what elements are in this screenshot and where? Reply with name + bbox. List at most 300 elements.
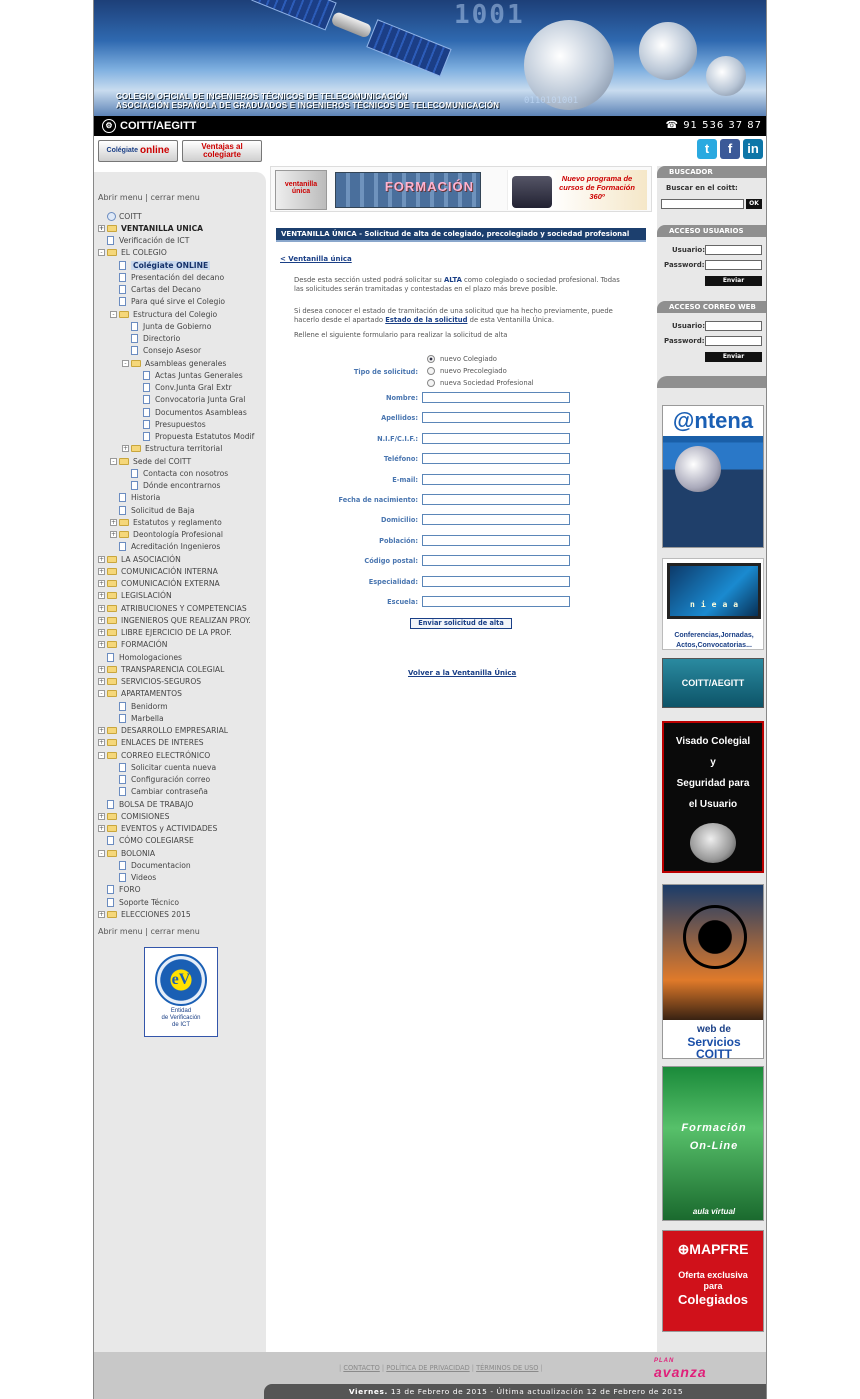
sidebar-item[interactable]	[98, 578, 266, 590]
sidebar-item-label: Historia	[131, 493, 161, 503]
conferencias-text: Conferencias,Jornadas, Actos,Convocatorias...	[674, 632, 754, 649]
buscar-label: Buscar en el coitt:	[666, 184, 738, 192]
document-icon	[143, 420, 150, 429]
online-line1: Formación	[681, 1122, 747, 1134]
sidebar-item-label: Videos	[131, 873, 157, 883]
facebook-icon[interactable]: f	[720, 139, 740, 159]
sidebar-item[interactable]	[98, 798, 266, 810]
field-input[interactable]	[422, 474, 570, 485]
expand-icon[interactable]: +	[99, 580, 105, 588]
estado-text-a: Si desea conocer el estado de tramitación de una solicitud que ha hecho previamente, puede hacerlo desde el apartado	[294, 307, 613, 324]
servicios-line1: web de	[697, 1024, 731, 1035]
document-icon	[131, 469, 138, 478]
stamp-image	[690, 823, 736, 863]
terminos-link[interactable]: TÉRMINOS DE USO	[476, 1364, 539, 1372]
sidebar-item[interactable]	[98, 504, 266, 516]
sidebar-item[interactable]	[98, 455, 266, 467]
programa-cursos-ad[interactable]	[507, 170, 647, 210]
volver-link[interactable]: Volver a la Ventanilla Única	[408, 669, 517, 677]
privacidad-link[interactable]: POLÍTICA DE PRIVACIDAD	[386, 1364, 470, 1372]
colegiate-label: Colégiate	[106, 147, 139, 154]
footer	[94, 1352, 767, 1399]
sidebar-item[interactable]	[98, 345, 266, 357]
intro-text-a: Desde esta sección usted podrá solicitar su	[294, 276, 445, 284]
login-enviar-button[interactable]: Enviar	[705, 276, 762, 286]
expand-icon[interactable]: +	[99, 629, 105, 637]
coitt-logo[interactable]	[102, 118, 196, 134]
visado-line4: el Usuario	[688, 799, 738, 810]
folder-icon	[107, 617, 117, 624]
sidebar-item-label: Cambiar contraseña	[131, 787, 208, 797]
sidebar-item[interactable]	[98, 651, 266, 663]
sidebar-item-label: VENTANILLA UNICA	[121, 223, 204, 233]
folder-icon	[107, 580, 117, 587]
visado-line1: Visado Colegial	[675, 736, 751, 747]
form-row	[270, 494, 652, 508]
antena-dish-image	[675, 446, 721, 492]
field-input[interactable]	[422, 555, 570, 566]
collapse-icon[interactable]: -	[110, 311, 117, 318]
sidebar-item[interactable]	[98, 394, 266, 406]
monitor-image	[667, 563, 761, 619]
document-icon	[143, 408, 150, 417]
footer-links	[339, 1364, 543, 1372]
header-banner	[94, 0, 767, 116]
folder-icon	[107, 568, 117, 575]
document-icon	[119, 873, 126, 882]
menu-tree	[98, 210, 266, 921]
sidebar-item[interactable]	[98, 406, 266, 418]
sidebar-item[interactable]	[98, 271, 266, 283]
sidebar-item[interactable]	[98, 676, 266, 688]
sidebar-item[interactable]	[98, 737, 266, 749]
sidebar-item[interactable]	[98, 333, 266, 345]
document-icon	[107, 885, 114, 894]
right-separator	[657, 376, 767, 388]
folder-icon	[107, 727, 117, 734]
sidebar-item[interactable]	[98, 602, 266, 614]
field-input[interactable]	[422, 453, 570, 464]
sidebar-item[interactable]	[98, 541, 266, 553]
buscador-header: BUSCADOR	[657, 166, 767, 178]
sidebar-item-label: Dónde encontrarnos	[143, 481, 221, 491]
colegiate-online-button[interactable]	[98, 140, 178, 162]
sidebar-item[interactable]	[98, 835, 266, 847]
plan-avanza-logo[interactable]	[654, 1358, 707, 1380]
sidebar-item[interactable]	[98, 443, 266, 455]
date-bar	[264, 1384, 767, 1399]
correo-enviar-button[interactable]: Enviar	[705, 352, 762, 362]
document-icon	[143, 395, 150, 404]
sidebar-item[interactable]	[98, 810, 266, 822]
sidebar-item-label: Presentación del decano	[131, 272, 225, 282]
sidebar-item[interactable]	[98, 712, 266, 724]
sidebar-item-label: Convocatoria Junta Gral	[155, 395, 246, 405]
document-icon	[131, 481, 138, 490]
document-icon	[119, 285, 126, 294]
mapfre-ad[interactable]	[662, 1230, 764, 1332]
form-row	[270, 555, 652, 569]
visado-line2: y	[710, 757, 716, 768]
sidebar-item-label: COMUNICACIÓN INTERNA	[121, 566, 218, 576]
folder-icon	[107, 690, 117, 697]
banner-title-line2: ASOCIACIÓN ESPAÑOLA DE GRADUADOS E INGENIEROS TÉCNICOS DE TELECOMUNICACIÓN	[116, 101, 500, 110]
sidebar-item[interactable]	[98, 774, 266, 786]
sidebar-item[interactable]	[98, 320, 266, 332]
sidebar-item[interactable]	[98, 480, 266, 492]
satellite-image	[240, 0, 448, 103]
radio-precolegiado[interactable]	[427, 367, 507, 375]
sidebar-item[interactable]	[98, 749, 266, 761]
folder-icon	[107, 225, 117, 232]
sidebar-item[interactable]	[98, 259, 266, 271]
correo-usuario-input[interactable]	[705, 321, 762, 331]
sidebar-item[interactable]	[98, 761, 266, 773]
field-input[interactable]	[422, 494, 570, 505]
field-input[interactable]	[422, 514, 570, 525]
formacion-online-ad[interactable]	[662, 1066, 764, 1221]
form-row	[270, 596, 652, 610]
sidebar-item[interactable]	[98, 663, 266, 675]
field-label: Población:	[379, 536, 418, 545]
acceso-usuarios-header: ACCESO USUARIOS	[657, 225, 767, 237]
ev-mark: eV	[155, 954, 207, 1006]
sidebar-item[interactable]	[98, 872, 266, 884]
collapse-icon[interactable]: -	[98, 752, 105, 759]
search-ok-button[interactable]: OK	[746, 199, 762, 209]
visado-line3: Seguridad para	[676, 778, 750, 789]
field-input[interactable]	[422, 392, 570, 403]
sidebar-item[interactable]	[98, 247, 266, 259]
folder-icon	[107, 641, 117, 648]
expand-icon[interactable]: +	[99, 567, 105, 575]
sidebar-item-label: Actas Juntas Generales	[155, 370, 243, 380]
password-label: Password:	[664, 261, 705, 269]
field-input[interactable]	[422, 596, 570, 607]
abrir-cerrar-menu-top[interactable]: Abrir menu | cerrar menu	[98, 193, 200, 202]
sidebar-item[interactable]	[98, 896, 266, 908]
sidebar-item-label: Junta de Gobierno	[143, 321, 212, 331]
expand-icon[interactable]: +	[111, 518, 117, 526]
sidebar-item[interactable]	[98, 786, 266, 798]
footer-sep: |	[540, 1364, 543, 1372]
sidebar-item-label: Asambleas generales	[145, 358, 227, 368]
sidebar-item[interactable]	[98, 700, 266, 712]
folder-icon	[131, 445, 141, 452]
sidebar-item-label: Deontología Profesional	[133, 530, 224, 540]
dish-image-3	[706, 56, 746, 96]
field-input[interactable]	[422, 535, 570, 546]
aula-virtual-text: aula virtual	[692, 1207, 736, 1216]
form-row	[270, 392, 652, 406]
expand-icon[interactable]: +	[99, 592, 105, 600]
ventanilla-unica-ad[interactable]: ventanilla única	[275, 170, 327, 210]
sidebar-item-label: COITT	[119, 211, 142, 221]
folder-icon	[119, 531, 129, 538]
sidebar-item-label: LEGISLACIÓN	[121, 591, 172, 601]
field-label: Domicilio:	[381, 516, 418, 525]
sidebar-item-label: LIBRE EJERCICIO DE LA PROF.	[121, 628, 232, 638]
expand-icon[interactable]: +	[99, 910, 105, 918]
sidebar-item[interactable]	[98, 639, 266, 651]
form-row	[270, 412, 652, 426]
banner-decoration: 1001	[454, 0, 525, 30]
sidebar-item-label: Propuesta Estatutos Modif	[155, 432, 255, 442]
sidebar-item-label: Colégiate ONLINE	[133, 260, 209, 270]
sidebar-item[interactable]	[98, 284, 266, 296]
document-icon	[107, 653, 114, 662]
folder-icon	[131, 360, 141, 367]
radio-colegiado[interactable]	[427, 355, 497, 363]
date-day: Viernes.	[348, 1387, 388, 1396]
formacion-ad[interactable]	[335, 172, 481, 208]
expand-icon[interactable]: +	[99, 825, 105, 833]
document-icon	[119, 763, 126, 772]
sidebar-item-label: Solicitar cuenta nueva	[131, 762, 217, 772]
document-icon	[119, 702, 126, 711]
field-label: N.I.F/C.I.F.:	[377, 434, 418, 443]
coitt-aegitt-ad[interactable]: COITT/AEGITT	[662, 658, 764, 708]
document-icon	[119, 775, 126, 784]
sidebar-item-label: Cartas del Decano	[131, 285, 201, 295]
folder-icon	[107, 752, 117, 759]
conferencias-ad[interactable]	[662, 558, 764, 650]
sidebar-item[interactable]	[98, 357, 266, 369]
sidebar-item[interactable]	[98, 210, 266, 222]
correo-password-label: Password:	[664, 337, 705, 345]
sidebar-item-label: COMUNICACIÓN EXTERNA	[121, 579, 220, 589]
mapfre-logo: ⊕MAPFRE	[677, 1241, 749, 1257]
sidebar-item[interactable]	[98, 688, 266, 700]
radio-icon	[427, 379, 435, 387]
page	[93, 0, 767, 1399]
send-request-button[interactable]: Enviar solicitud de alta	[410, 618, 512, 629]
folder-icon	[107, 249, 117, 256]
sidebar-item[interactable]	[98, 467, 266, 479]
field-label: E-mail:	[392, 475, 418, 484]
password-input[interactable]	[705, 260, 762, 270]
instructions: Rellene el siguiente formulario para realizar la solicitud de alta	[294, 331, 508, 339]
document-icon	[119, 273, 126, 282]
sidebar-item-label: TRANSPARENCIA COLEGIAL	[121, 664, 225, 674]
avanza-label: avanza	[654, 1364, 707, 1380]
intro-alta: ALTA	[444, 276, 462, 284]
sidebar-item[interactable]	[98, 859, 266, 871]
sidebar-item[interactable]	[98, 222, 266, 234]
field-label: Escuela:	[387, 598, 418, 606]
field-input[interactable]	[422, 576, 570, 587]
mapfre-offer	[663, 1270, 763, 1292]
sidebar-item-label: Presupuestos	[155, 419, 206, 429]
document-icon	[119, 261, 126, 270]
field-label: Especialidad:	[368, 577, 418, 586]
form-row	[270, 576, 652, 590]
sidebar-item-label: ENLACES DE INTERES	[121, 738, 204, 748]
form-row	[270, 453, 652, 467]
sidebar-item-label: APARTAMENTOS	[121, 689, 182, 699]
sidebar-item[interactable]	[98, 553, 266, 565]
sidebar-item-label: ATRIBUCIONES Y COMPETENCIAS	[121, 603, 247, 613]
correo-web-header: ACCESO CORREO WEB	[657, 301, 767, 313]
sidebar-item[interactable]	[98, 492, 266, 504]
folder-icon	[119, 311, 129, 318]
abrir-cerrar-menu-bottom[interactable]: Abrir menu | cerrar menu	[98, 927, 200, 936]
banner-decoration-2: 0110101001	[524, 96, 579, 106]
collapse-icon[interactable]: -	[122, 360, 129, 367]
ev-logo[interactable]	[144, 947, 218, 1037]
footer-sep: |	[339, 1364, 342, 1372]
intro-text-c: como colegiado o sociedad profesional. Todas las solicitudes serán tramitadas y contestadas en el plazo más breve posible.	[294, 276, 620, 293]
section-title: VENTANILLA ÚNICA - Solicitud de alta de colegiado, precolegiado y sociedad profesional	[276, 228, 646, 242]
expand-icon[interactable]: +	[99, 665, 105, 673]
expand-icon[interactable]: +	[123, 445, 129, 453]
sidebar-item-label: LA ASOCIACIÓN	[121, 554, 181, 564]
sidebar-item[interactable]	[98, 308, 266, 320]
sidebar-item-label: CORREO ELECTRÓNICO	[121, 750, 211, 760]
formacion-online-text	[663, 1119, 764, 1155]
folder-icon	[107, 605, 117, 612]
sidebar-item[interactable]	[98, 565, 266, 577]
sidebar-item[interactable]	[98, 369, 266, 381]
expand-icon[interactable]: +	[99, 604, 105, 612]
sidebar-item[interactable]	[98, 590, 266, 602]
estado-text-c: de esta Ventanilla Única.	[467, 315, 554, 324]
back-ventanilla-link[interactable]: < Ventanilla única	[280, 255, 352, 263]
sidebar-item[interactable]	[98, 627, 266, 639]
folder-icon	[107, 739, 117, 746]
document-icon	[143, 383, 150, 392]
sidebar-item[interactable]	[98, 847, 266, 859]
sidebar-item[interactable]	[98, 529, 266, 541]
field-input[interactable]	[422, 433, 570, 444]
field-label: Apellidos:	[381, 414, 418, 423]
date-text: 13 de Febrero de 2015 - Última actualización 12 de Febrero de 2015	[387, 1387, 684, 1396]
expand-icon[interactable]: +	[99, 224, 105, 232]
antena-ad[interactable]	[662, 405, 764, 548]
search-input[interactable]	[661, 199, 744, 209]
sidebar-item[interactable]	[98, 823, 266, 835]
sidebar-item[interactable]	[98, 418, 266, 430]
button-row	[94, 136, 767, 166]
servicios-line3: COITT	[696, 1047, 732, 1059]
collapse-icon[interactable]: -	[98, 850, 105, 857]
document-icon	[107, 236, 114, 245]
radio-precolegiado-label: nuevo Precolegiado	[440, 367, 507, 375]
twitter-icon[interactable]: t	[697, 139, 717, 159]
expand-icon[interactable]: +	[99, 678, 105, 686]
contacto-link[interactable]: CONTACTO	[343, 1364, 380, 1372]
sidebar-item[interactable]	[98, 516, 266, 528]
document-icon	[119, 542, 126, 551]
document-icon	[119, 714, 126, 723]
sidebar-item[interactable]	[98, 884, 266, 896]
visado-ad[interactable]	[662, 721, 764, 873]
ventajas-button[interactable]: Ventajas al colegiarte	[182, 140, 262, 162]
usuario-input[interactable]	[705, 245, 762, 255]
expand-icon[interactable]: +	[111, 531, 117, 539]
document-icon	[131, 322, 138, 331]
sidebar-item-label: EL COLEGIO	[121, 248, 167, 258]
sidebar-item[interactable]	[98, 614, 266, 626]
sidebar-item[interactable]	[98, 235, 266, 247]
document-icon	[143, 432, 150, 441]
document-icon	[131, 346, 138, 355]
document-icon	[107, 898, 114, 907]
sidebar-item[interactable]	[98, 382, 266, 394]
folder-icon	[119, 458, 129, 465]
folder-icon	[107, 592, 117, 599]
sidebar-item-label: FORO	[119, 885, 141, 895]
radio-sociedad-label: nueva Sociedad Profesional	[440, 379, 534, 387]
emblem-icon: ⚙	[102, 119, 116, 133]
folder-icon	[107, 813, 117, 820]
estado-paragraph	[294, 307, 624, 324]
collapse-icon[interactable]: -	[98, 249, 105, 256]
collapse-icon[interactable]: -	[110, 458, 117, 465]
sidebar-item-label: Documentacion	[131, 860, 191, 870]
sidebar-item-label: Directorio	[143, 334, 181, 344]
dish-image-2	[639, 22, 697, 80]
sidebar-item[interactable]	[98, 296, 266, 308]
sidebar-item-label: Solicitud de Baja	[131, 505, 195, 515]
linkedin-icon[interactable]: in	[743, 139, 763, 159]
collapse-icon[interactable]: -	[98, 690, 105, 697]
document-icon	[119, 493, 126, 502]
correo-usuario-label: Usuario:	[672, 322, 706, 330]
sidebar-item-label: Para qué sirve el Colegio	[131, 297, 226, 307]
sidebar-item-label: EVENTOS y ACTIVIDADES	[121, 824, 218, 834]
expand-icon[interactable]: +	[99, 641, 105, 649]
expand-icon[interactable]: +	[99, 555, 105, 563]
right-sidebar	[657, 166, 767, 1356]
field-input[interactable]	[422, 412, 570, 423]
online-line2: On-Line	[689, 1140, 739, 1152]
sidebar-item-label: CÓMO COLEGIARSE	[119, 836, 194, 846]
sidebar-item-label: DESARROLLO EMPRESARIAL	[121, 726, 229, 736]
sidebar-item[interactable]	[98, 908, 266, 920]
estado-solicitud-link[interactable]: Estado de la solicitud	[385, 315, 468, 324]
document-icon	[119, 787, 126, 796]
expand-icon[interactable]: +	[99, 727, 105, 735]
footer-sep: |	[471, 1364, 474, 1372]
online-label: online	[140, 145, 170, 156]
expand-icon[interactable]: +	[99, 616, 105, 624]
expand-icon[interactable]: +	[99, 739, 105, 747]
formacion-ad-label: FORMACIÓN	[384, 179, 474, 194]
plan-label: PLAN	[654, 1358, 675, 1364]
ev-line2: de Verificación	[161, 1015, 201, 1021]
sidebar-item-label: Acreditación Ingenieros	[131, 542, 221, 552]
sidebar-item-label: ELECCIONES 2015	[121, 909, 191, 919]
sidebar-item-label: SERVICIOS-SEGUROS	[121, 677, 202, 687]
document-icon	[107, 800, 114, 809]
sidebar-item-label: Sede del COITT	[133, 456, 192, 466]
radio-icon	[427, 367, 435, 375]
sidebar-item[interactable]	[98, 725, 266, 737]
sidebar-item-label: BOLONIA	[121, 848, 156, 858]
field-label: Fecha de nacimiento:	[338, 496, 418, 504]
form-row	[270, 535, 652, 549]
sidebar-item-label: Estatutos y reglamento	[133, 517, 222, 527]
sidebar-item[interactable]	[98, 431, 266, 443]
people-image	[512, 176, 552, 208]
ev-line3: de ICT	[171, 1022, 190, 1028]
servicios-ad[interactable]	[662, 884, 764, 1059]
radio-sociedad[interactable]	[427, 379, 534, 387]
expand-icon[interactable]: +	[99, 812, 105, 820]
correo-password-input[interactable]	[705, 336, 762, 346]
sidebar-item-label: COMISIONES	[121, 811, 170, 821]
